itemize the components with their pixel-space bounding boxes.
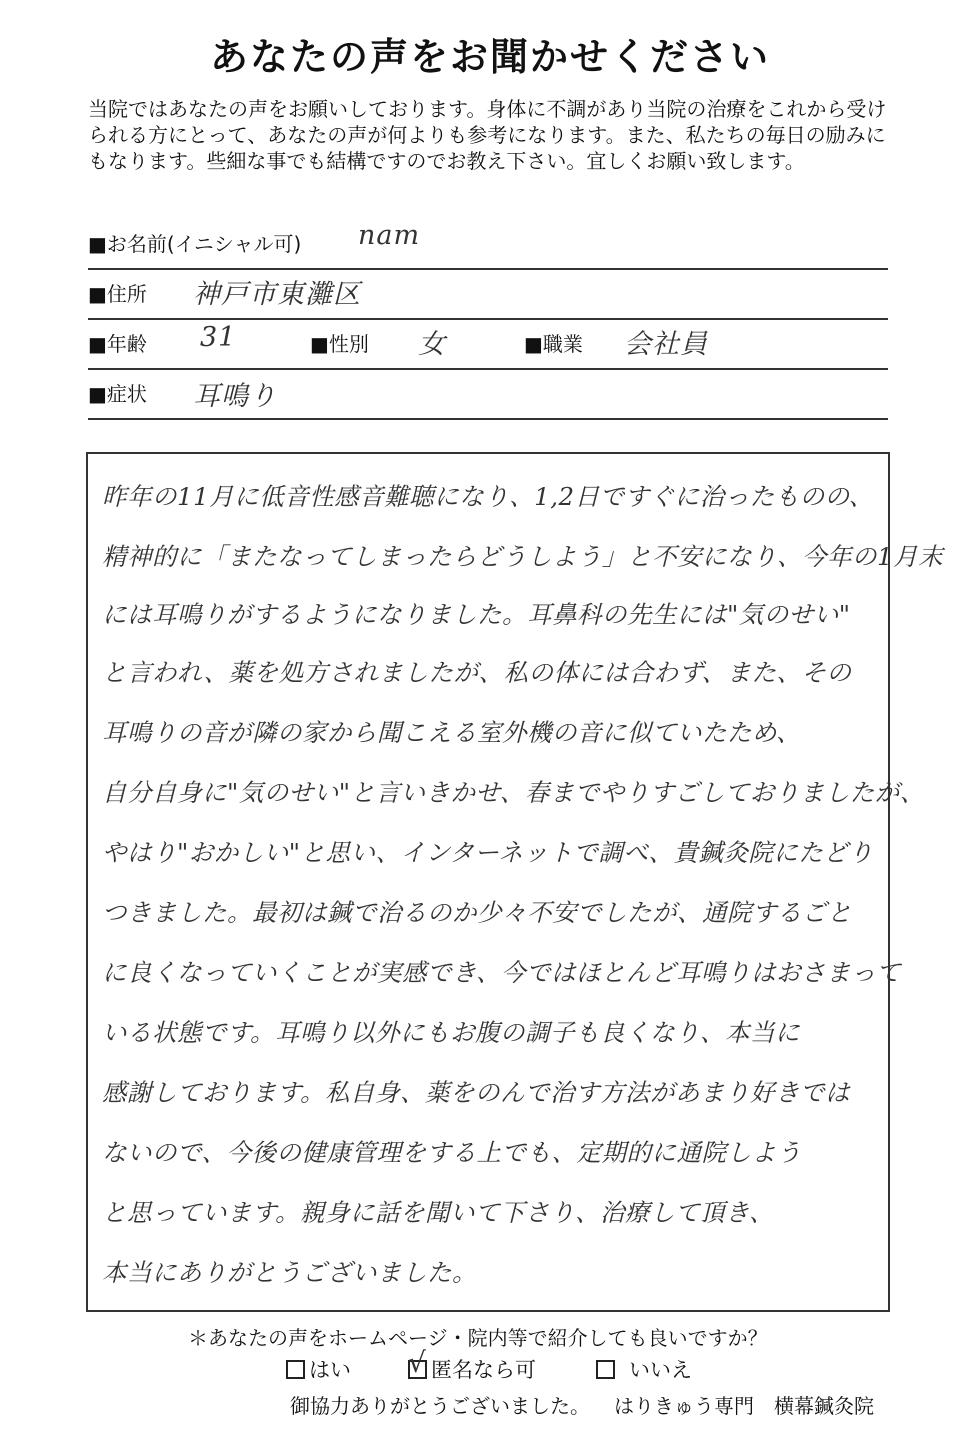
checkbox-yes[interactable] xyxy=(286,1360,305,1379)
check-mark-icon: √ xyxy=(408,1346,426,1379)
footer-clinic: はりきゅう専門 横幕鍼灸院 xyxy=(614,1394,874,1418)
name-label: ■お名前(イニシャル可) xyxy=(88,232,302,256)
page-title: あなたの声をお聞かせください xyxy=(209,35,770,79)
checkbox-no[interactable] xyxy=(596,1360,615,1379)
testimonial-line: 精神的に「またなってしまったらどうしよう」と不安になり、今年の1月末 xyxy=(102,542,944,571)
testimonial-line: ないので、今後の健康管理をする上でも、定期的に通院しよう xyxy=(102,1138,802,1167)
permission-question: ＊あなたの声をホームページ・院内等で紹介しても良いですか？ xyxy=(188,1326,768,1350)
testimonial-box xyxy=(86,452,944,1312)
address-label: ■住所 xyxy=(88,282,147,306)
testimonial-line: やはり"おかしい"と思い、インターネットで調べ、貴鍼灸院にたどり xyxy=(102,838,874,867)
permission-option-yes[interactable] xyxy=(286,1354,351,1384)
testimonial-line: と言われ、薬を処方されましたが、私の体には合わず、また、その xyxy=(102,658,852,687)
address-value: 神戸市東灘区 xyxy=(193,279,361,310)
testimonial-line: に良くなっていくことが実感でき、今ではほとんど耳鳴りはおさまって xyxy=(102,958,902,987)
job-value: 会社員 xyxy=(624,329,708,360)
testimonial-line: 昨年の11月に低音性感音難聴になり、1,2日ですぐに治ったものの、 xyxy=(102,482,874,511)
age-sex-job-row xyxy=(88,318,888,370)
testimonial-line: 自分自身に"気のせい"と言いきかせ、春までやりすごしておりましたが、 xyxy=(102,778,925,807)
testimonial-line: 本当にありがとうございました。 xyxy=(102,1258,477,1287)
permission-option-no[interactable] xyxy=(596,1354,692,1384)
checkbox-anonymous[interactable] xyxy=(408,1346,427,1379)
sex-value: 女 xyxy=(418,329,446,360)
address-row xyxy=(88,268,888,320)
permission-option-anonymous[interactable] xyxy=(408,1346,536,1384)
sex-label: ■性別 xyxy=(310,332,369,356)
footer-thanks: 御協力ありがとうございました。 xyxy=(290,1394,590,1418)
testimonial-line: 耳鳴りの音が隣の家から聞こえる室外機の音に似ていたため、 xyxy=(102,718,802,747)
symptom-label: ■症状 xyxy=(88,382,147,406)
option-label: いいえ xyxy=(629,1358,692,1382)
testimonial-line: つきました。最初は鍼で治るのか少々不安でしたが、通院するごと xyxy=(102,898,852,927)
testimonial-line: と思っています。親身に話を聞いて下さり、治療して頂き、 xyxy=(102,1198,775,1227)
name-value: nam xyxy=(358,220,421,251)
testimonial-line: 感謝しております。私自身、薬をのんで治す方法があまり好きでは xyxy=(102,1078,851,1107)
symptom-row xyxy=(88,368,888,420)
option-label: はい xyxy=(309,1358,351,1382)
name-row xyxy=(88,218,888,270)
testimonial-line: いる状態です。耳鳴り以外にもお腹の調子も良くなり、本当に xyxy=(102,1018,801,1047)
intro-text: 当院ではあなたの声をお願いしております。身体に不調があり当院の治療をこれから受けられる方にとって、あなたの声が何よりも参考になります。また、私たちの毎日の励みにもなります。些細な事でも結構ですのでお教え下さい。宜しくお願い致します。 xyxy=(88,97,887,173)
option-label: 匿名なら可 xyxy=(431,1358,536,1382)
job-label: ■職業 xyxy=(524,332,583,356)
symptom-value: 耳鳴り xyxy=(193,381,277,412)
testimonial-line: には耳鳴りがするようになりました。耳鼻科の先生には"気のせい" xyxy=(102,600,851,629)
age-label: ■年齢 xyxy=(88,332,147,356)
age-value: 31 xyxy=(200,322,237,353)
